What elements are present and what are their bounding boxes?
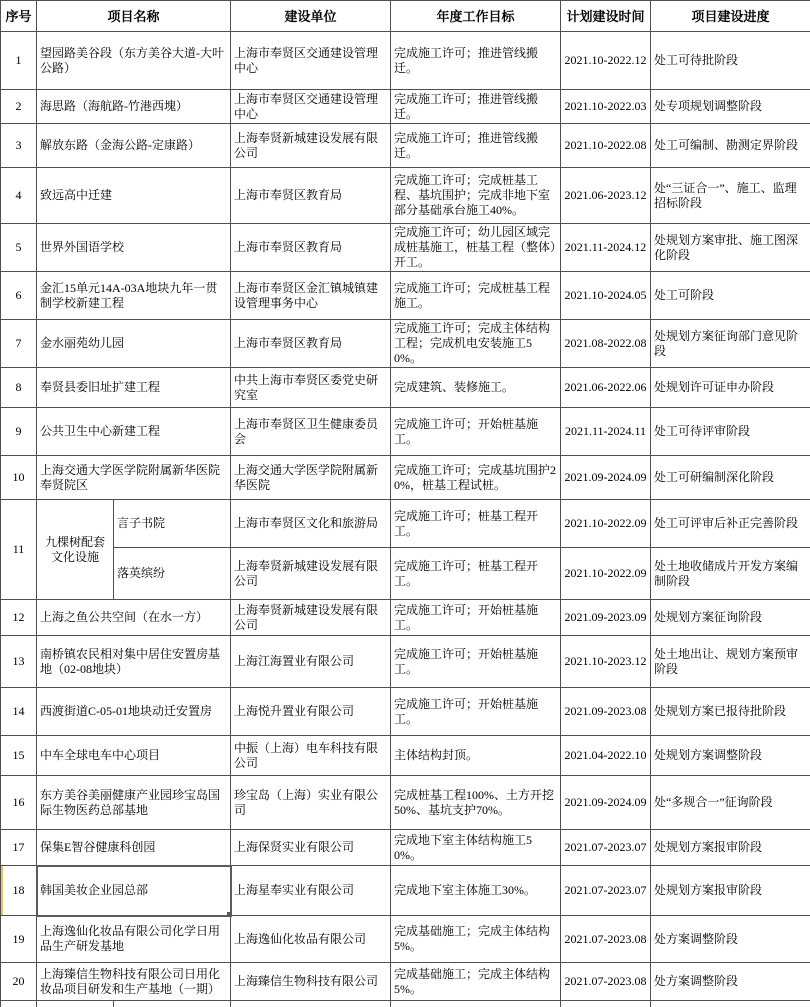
unit-cell[interactable]: 中振（上海）电车科技有限公司 — [231, 736, 391, 776]
goal-cell[interactable]: 完成施工许可；开始桩基施工。 — [391, 688, 561, 736]
row-number-cell[interactable]: 17 — [1, 830, 37, 866]
progress-cell[interactable]: 处土地出让、规划方案预审阶段 — [651, 636, 810, 688]
project-name-cell[interactable]: 西渡街道C-05-01地块动迁安置房 — [37, 688, 231, 736]
progress-cell[interactable]: 处规划方案已报待批阶段 — [651, 688, 810, 736]
time-cell[interactable]: 2021.07-2023.08 — [561, 963, 651, 1001]
row-number-cell[interactable]: 14 — [1, 688, 37, 736]
project-name-cell[interactable]: 海思路（海航路-竹港西塊） — [37, 90, 231, 124]
row-number-cell[interactable]: 19 — [1, 916, 37, 963]
time-cell[interactable]: 2021.08-2022.08 — [561, 320, 651, 368]
table-row — [1, 636, 810, 688]
row-number-cell[interactable]: 16 — [1, 776, 37, 830]
time-cell[interactable]: 2021.11-2024.11 — [561, 408, 651, 456]
table-row — [1, 963, 810, 1001]
row-number-cell[interactable]: 7 — [1, 320, 37, 368]
project-name-cell[interactable]: 解放东路（金海公路-定康路） — [37, 124, 231, 168]
progress-cell[interactable]: 处规划方案征询阶段 — [651, 600, 810, 636]
time-cell[interactable]: 2021.10-2024.05 — [561, 272, 651, 320]
time-cell[interactable]: 2021.09-2024.09 — [561, 456, 651, 500]
header-annual-goal[interactable]: 年度工作目标 — [391, 1, 561, 32]
unit-cell[interactable]: 上海市奉贤区卫生健康委员会 — [231, 408, 391, 456]
goal-cell[interactable]: 完成施工许可；推进管线搬迁。 — [391, 90, 561, 124]
unit-cell[interactable]: 上海奉贤新城建设发展有限公司 — [231, 548, 391, 600]
table-row — [1, 1001, 810, 1007]
empty-cell[interactable] — [231, 1001, 391, 1007]
row-number-cell[interactable]: 3 — [1, 124, 37, 168]
goal-cell[interactable]: 完成施工许可；推进管线搬迁。 — [391, 124, 561, 168]
progress-cell[interactable]: 处规划方案征询部门意见阶段 — [651, 320, 810, 368]
project-name-cell[interactable]: 中车全球电车中心项目 — [37, 736, 231, 776]
progress-cell[interactable]: 处工可阶段 — [651, 272, 810, 320]
progress-cell[interactable]: 处工可编制、勘测定界阶段 — [651, 124, 810, 168]
time-cell[interactable]: 2021.07-2023.07 — [561, 866, 651, 916]
goal-cell[interactable]: 完成施工许可；桩基工程开工。 — [391, 548, 561, 600]
project-name-cell[interactable]: 金汇15单元14A-03A地块九年一贯制学校新建工程 — [37, 272, 231, 320]
time-cell[interactable]: 2021.06-2022.06 — [561, 368, 651, 408]
time-cell[interactable]: 2021.10-2022.09 — [561, 548, 651, 600]
progress-cell[interactable]: 处方案调整阶段 — [651, 916, 810, 963]
unit-cell[interactable]: 上海逸仙化妆品有限公司 — [231, 916, 391, 963]
goal-cell[interactable]: 完成施工许可；完成桩基工程施工。 — [391, 272, 561, 320]
goal-cell[interactable]: 完成施工许可；推进管线搬迁。 — [391, 32, 561, 90]
row-number-cell[interactable]: 15 — [1, 736, 37, 776]
table-row — [1, 830, 810, 866]
project-name-cell[interactable]: 东方美谷美丽健康产业园珍宝岛国际生物医药总部基地 — [37, 776, 231, 830]
time-cell[interactable]: 2021.09-2023.09 — [561, 600, 651, 636]
row-number-cell[interactable]: 13 — [1, 636, 37, 688]
unit-cell[interactable]: 上海市奉贤区文化和旅游局 — [231, 500, 391, 548]
unit-cell[interactable]: 上海奉贤新城建设发展有限公司 — [231, 124, 391, 168]
time-cell[interactable]: 2021.04-2022.10 — [561, 736, 651, 776]
empty-cell[interactable] — [651, 1001, 810, 1007]
goal-cell[interactable]: 完成施工许可；完成主体结构工程；完成机电安装施工50%。 — [391, 320, 561, 368]
row-number-cell[interactable]: 11 — [1, 500, 37, 600]
table-row — [1, 548, 810, 600]
time-cell[interactable]: 2021.07-2023.08 — [561, 916, 651, 963]
table-row — [1, 776, 810, 830]
unit-cell[interactable]: 上海悦升置业有限公司 — [231, 688, 391, 736]
row-number-cell[interactable]: 2 — [1, 90, 37, 124]
table-row — [1, 168, 810, 224]
header-progress[interactable]: 项目建设进度 — [651, 1, 810, 32]
row-number-cell[interactable]: 8 — [1, 368, 37, 408]
project-name-cell[interactable]: 保集E智谷健康科创园 — [37, 830, 231, 866]
time-cell[interactable]: 2021.10-2022.12 — [561, 32, 651, 90]
table-row — [1, 500, 810, 548]
project-name-cell[interactable]: 言子书院 — [114, 500, 231, 548]
unit-cell[interactable]: 上海奉贤新城建设发展有限公司 — [231, 600, 391, 636]
unit-cell[interactable]: 上海交通大学医学院附属新华医院 — [231, 456, 391, 500]
goal-cell[interactable]: 完成地下室主体结构施工50%。 — [391, 830, 561, 866]
table-row — [1, 90, 810, 124]
unit-cell[interactable]: 中共上海市奉贤区委党史研究室 — [231, 368, 391, 408]
project-name-cell[interactable]: 南桥镇农民相对集中居住安置房基地（02-08地块） — [37, 636, 231, 688]
progress-cell[interactable]: 处工可研编制深化阶段 — [651, 456, 810, 500]
table-row — [1, 736, 810, 776]
row-number-cell[interactable]: 10 — [1, 456, 37, 500]
progress-cell[interactable]: 处规划方案报审阶段 — [651, 866, 810, 916]
goal-cell[interactable]: 完成施工许可；开始桩基施工。 — [391, 408, 561, 456]
progress-cell[interactable]: 处规划许可证申办阶段 — [651, 368, 810, 408]
header-planned-time[interactable]: 计划建设时间 — [561, 1, 651, 32]
project-name-cell[interactable]: 上海臻信生物科技有限公司日用化妆品项目研发和生产基地（一期） — [37, 963, 231, 1001]
table-row — [1, 456, 810, 500]
time-cell[interactable]: 2021.06-2023.12 — [561, 168, 651, 224]
goal-cell[interactable]: 完成地下室主体施工30%。 — [391, 866, 561, 916]
table-row — [1, 320, 810, 368]
empty-cell[interactable] — [391, 1001, 561, 1007]
row-number-cell[interactable]: 6 — [1, 272, 37, 320]
goal-cell[interactable]: 完成建筑、装修施工。 — [391, 368, 561, 408]
project-name-cell[interactable]: 金水丽苑幼儿园 — [37, 320, 231, 368]
row-number-cell[interactable]: 5 — [1, 224, 37, 272]
table-row — [1, 272, 810, 320]
goal-cell[interactable]: 完成施工许可；完成基坑围护20%，桩基工程试桩。 — [391, 456, 561, 500]
progress-cell[interactable]: 处工可待评审阶段 — [651, 408, 810, 456]
progress-cell[interactable]: 处工可评审后补正完善阶段 — [651, 500, 810, 548]
unit-cell[interactable]: 上海星奉实业有限公司 — [231, 866, 391, 916]
project-name-cell[interactable]: 世界外国语学校 — [37, 224, 231, 272]
row-number-cell[interactable]: 1 — [1, 32, 37, 90]
project-name-cell[interactable]: 落英缤纷 — [114, 548, 231, 600]
row-number-cell[interactable]: 4 — [1, 168, 37, 224]
unit-cell[interactable]: 珍宝岛（上海）实业有限公司 — [231, 776, 391, 830]
row-number-cell[interactable]: 20 — [1, 963, 37, 1001]
table-row — [1, 32, 810, 90]
time-cell[interactable]: 2021.10-2023.12 — [561, 636, 651, 688]
table-row — [1, 224, 810, 272]
progress-cell[interactable]: 处规划方案审批、施工图深化阶段 — [651, 224, 810, 272]
progress-cell[interactable]: 处规划方案报审阶段 — [651, 830, 810, 866]
goal-cell[interactable]: 完成桩基工程100%、土方开挖50%、基坑支护70%。 — [391, 776, 561, 830]
empty-cell[interactable] — [561, 1001, 651, 1007]
unit-cell[interactable]: 上海江海置业有限公司 — [231, 636, 391, 688]
unit-cell[interactable]: 上海市奉贤区教育局 — [231, 168, 391, 224]
table-row — [1, 368, 810, 408]
header-index[interactable]: 序号 — [1, 1, 37, 32]
progress-cell[interactable]: 处工可待批阶段 — [651, 32, 810, 90]
time-cell[interactable]: 2021.10-2022.09 — [561, 500, 651, 548]
unit-cell[interactable]: 上海市奉贤区金汇镇城镇建设管理事务中心 — [231, 272, 391, 320]
goal-cell[interactable]: 主体结构封顶。 — [391, 736, 561, 776]
table-row — [1, 866, 810, 916]
project-name-cell[interactable]: 奉贤县委旧址扩建工程 — [37, 368, 231, 408]
header-project-name[interactable]: 项目名称 — [37, 1, 231, 32]
progress-cell[interactable]: 处规划方案调整阶段 — [651, 736, 810, 776]
project-group-cell[interactable]: 九棵树配套文化设施 — [37, 500, 114, 600]
goal-cell[interactable]: 完成基础施工；完成主体结构5%。 — [391, 916, 561, 963]
time-cell[interactable]: 2021.07-2023.07 — [561, 830, 651, 866]
project-table-body — [1, 32, 810, 1007]
empty-cell[interactable] — [114, 1001, 231, 1007]
progress-cell[interactable]: 处土地收储成片开发方案编制阶段 — [651, 548, 810, 600]
table-row — [1, 124, 810, 168]
empty-cell[interactable] — [37, 1001, 114, 1007]
project-name-cell[interactable]: 致远高中迁建 — [37, 168, 231, 224]
goal-cell[interactable]: 完成施工许可；开始桩基施工。 — [391, 636, 561, 688]
unit-cell[interactable]: 上海市奉贤区交通建设管理中心 — [231, 90, 391, 124]
time-cell[interactable]: 2021.10-2022.03 — [561, 90, 651, 124]
progress-cell[interactable]: 处“三证合一”、施工、监理招标阶段 — [651, 168, 810, 224]
table-row — [1, 916, 810, 963]
unit-cell[interactable]: 上海市奉贤区交通建设管理中心 — [231, 32, 391, 90]
table-row — [1, 600, 810, 636]
table-row — [1, 408, 810, 456]
goal-cell[interactable]: 完成基础施工；完成主体结构5%。 — [391, 963, 561, 1001]
progress-cell[interactable]: 处方案调整阶段 — [651, 963, 810, 1001]
table-row — [1, 688, 810, 736]
project-name-cell[interactable]: 上海交通大学医学院附属新华医院奉贤院区 — [37, 456, 231, 500]
time-cell[interactable]: 2021.11-2024.12 — [561, 224, 651, 272]
project-name-cell[interactable]: 上海之鱼公共空间（在水一方） — [37, 600, 231, 636]
unit-cell[interactable]: 上海市奉贤区教育局 — [231, 224, 391, 272]
time-cell[interactable]: 2021.10-2022.08 — [561, 124, 651, 168]
goal-cell[interactable]: 完成施工许可；完成桩基工程、基坑围护；完成非地下室部分基础承台施工40%。 — [391, 168, 561, 224]
selected-cell[interactable]: 韩国美妆企业园总部 — [37, 866, 231, 916]
unit-cell[interactable]: 上海保贤实业有限公司 — [231, 830, 391, 866]
time-cell[interactable]: 2021.09-2024.09 — [561, 776, 651, 830]
header-construction-unit[interactable]: 建设单位 — [231, 1, 391, 32]
goal-cell[interactable]: 完成施工许可；桩基工程开工。 — [391, 500, 561, 548]
unit-cell[interactable]: 上海市奉贤区教育局 — [231, 320, 391, 368]
project-name-cell[interactable]: 上海逸仙化妆品有限公司化学日用品生产研发基地 — [37, 916, 231, 963]
project-name-cell[interactable]: 望园路美谷段（东方美谷大道-大叶公路） — [37, 32, 231, 90]
row-number-cell[interactable]: 9 — [1, 408, 37, 456]
row-number-cell[interactable]: 12 — [1, 600, 37, 636]
unit-cell[interactable]: 上海臻信生物科技有限公司 — [231, 963, 391, 1001]
project-name-cell[interactable]: 公共卫生中心新建工程 — [37, 408, 231, 456]
progress-cell[interactable]: 处“多规合一”征询阶段 — [651, 776, 810, 830]
progress-cell[interactable]: 处专项规划调整阶段 — [651, 90, 810, 124]
goal-cell[interactable]: 完成施工许可；开始桩基施工。 — [391, 600, 561, 636]
time-cell[interactable]: 2021.09-2023.08 — [561, 688, 651, 736]
row-number-cell[interactable]: 18 — [1, 866, 37, 916]
table-header-row — [1, 1, 810, 32]
empty-cell[interactable] — [1, 1001, 37, 1007]
goal-cell[interactable]: 完成施工许可；幼儿园区域完成桩基施工，桩基工程（整体）开工。 — [391, 224, 561, 272]
